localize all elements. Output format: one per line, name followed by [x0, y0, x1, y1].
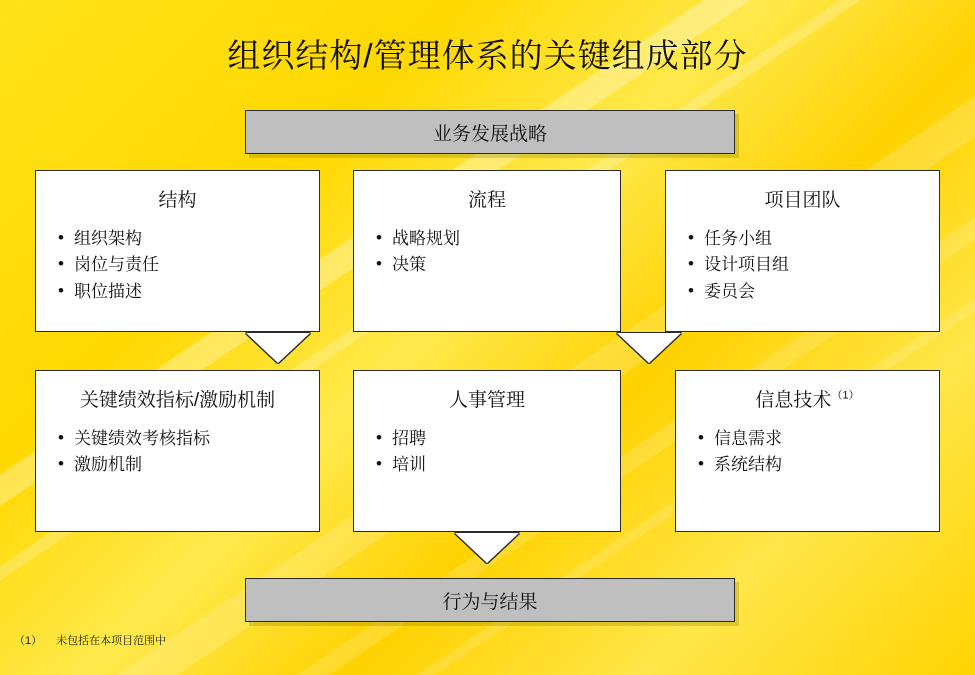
footnote-mark: （1）	[14, 635, 43, 647]
list-item: • 系统结构	[698, 452, 939, 478]
box-kpi-incentive-list	[36, 426, 319, 479]
down-arrow-right	[617, 333, 681, 363]
box-structure-title: 结构	[158, 190, 197, 211]
list-item: • 岗位与责任	[58, 252, 319, 278]
list-item: • 组织架构	[58, 226, 319, 252]
list-item: • 职位描述	[58, 279, 319, 305]
list-item: • 培训	[376, 452, 620, 478]
box-information-technology-list	[676, 426, 939, 479]
list-item: • 招聘	[376, 426, 620, 452]
top-banner	[245, 110, 735, 154]
box-it-title-text: 信息技术	[755, 390, 832, 411]
list-item: • 任务小组	[688, 226, 939, 252]
footnote	[14, 632, 166, 648]
footnote-ref: （1）	[831, 389, 860, 402]
box-hr-management-title: 人事管理	[448, 390, 525, 411]
box-kpi-incentive-title: 关键绩效指标/激励机制	[79, 390, 276, 411]
list-item: • 设计项目组	[688, 252, 939, 278]
list-item: • 决策	[376, 252, 620, 278]
box-project-team	[665, 170, 940, 332]
bottom-banner	[245, 578, 735, 622]
down-arrow-left	[246, 333, 310, 363]
box-information-technology	[675, 370, 940, 532]
box-hr-management-list	[354, 426, 620, 479]
list-item: • 激励机制	[58, 452, 319, 478]
footnote-text: 未包括在本项目范围中	[56, 635, 167, 647]
list-item: • 战略规划	[376, 226, 620, 252]
box-process-list	[354, 226, 620, 279]
box-process-title: 流程	[467, 190, 506, 211]
top-banner-label: 业务发展战略	[432, 123, 547, 145]
down-arrow-bottom	[455, 533, 519, 563]
box-information-technology-title	[676, 385, 939, 412]
box-project-team-title: 项目团队	[764, 190, 841, 211]
box-kpi-incentive	[35, 370, 320, 532]
list-item: • 信息需求	[698, 426, 939, 452]
list-item: • 委员会	[688, 279, 939, 305]
bottom-banner-label: 行为与结果	[442, 591, 538, 613]
page-title: 组织结构/管理体系的关键组成部分	[227, 37, 748, 74]
box-structure-list	[36, 226, 319, 305]
box-hr-management	[353, 370, 621, 532]
list-item: • 关键绩效考核指标	[58, 426, 319, 452]
box-project-team-list	[666, 226, 939, 305]
box-structure	[35, 170, 320, 332]
box-process	[353, 170, 621, 332]
